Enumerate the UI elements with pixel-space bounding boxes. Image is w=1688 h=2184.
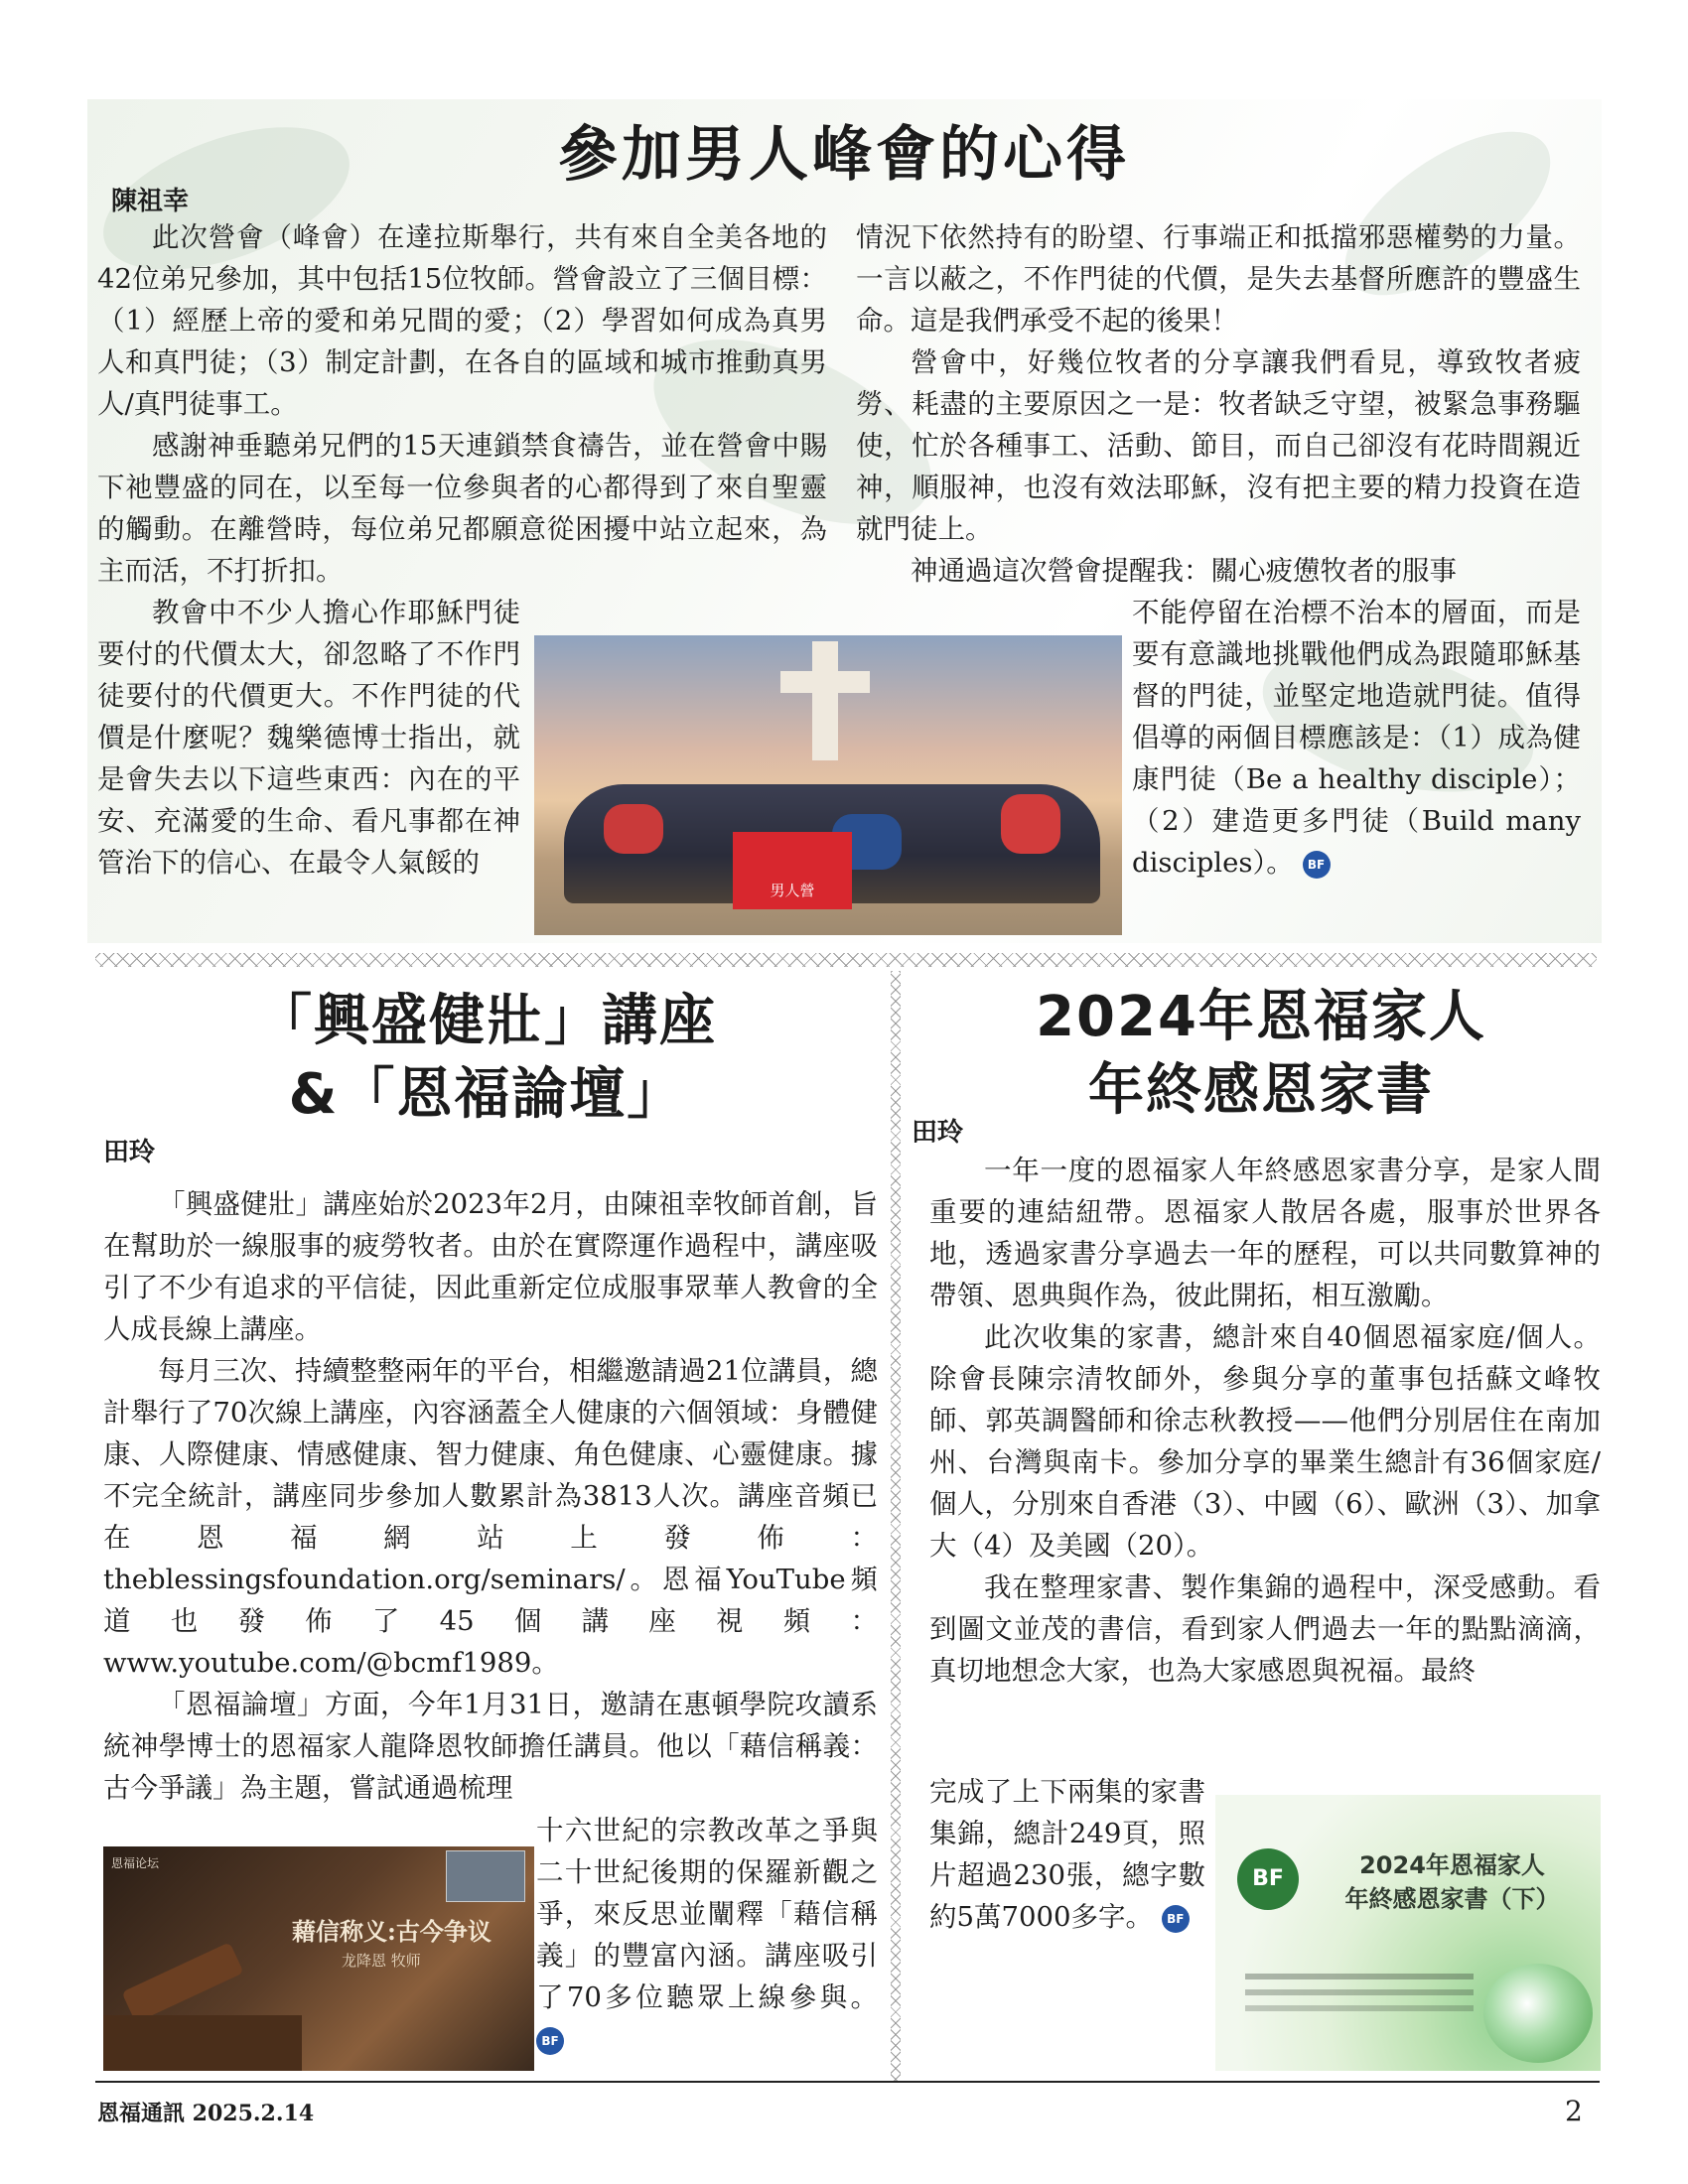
title-line: &「恩福論壇」 <box>288 1062 685 1127</box>
paragraph <box>1132 592 1581 884</box>
paragraph: 「恩福論壇」方面，今年1月31日，邀請在惠頓學院攻讀系統神學博士的恩福家人龍降恩牧師擔任講員。他以「藉信稱義：古今爭議」為主題，嘗試通過梳理 <box>103 1689 878 1804</box>
horizontal-divider <box>95 953 1597 967</box>
article-author: 田玲 <box>912 1118 964 1148</box>
jacket-red <box>604 804 663 854</box>
article-author: 田玲 <box>103 1138 156 1167</box>
title-line: 2024年恩福家人 <box>1036 985 1486 1049</box>
paragraph-text: 不能停留在治標不治本的層面，而是要有意識地挑戰他們成為跟隨耶穌基督的門徒，並堅定地造就門徒。值得倡導的兩個目標應該是：（1）成為健康門徒（Be a healthy disciple）；（2）建造更多門徒（Build many disciples）。 <box>1132 597 1581 879</box>
paragraph: 教會中不少人擔心作耶穌門徒要付的代價太大，卻忽略了不作門徒要付的代價更大。不作門徒的代價是什麼呢？魏樂德博士指出，就是會失去以下這些東西：內在的平安、充滿愛的生命、看凡事都在神管治下的信心、在最令人氣餒的 <box>97 597 520 879</box>
page-number: 2 <box>1565 2095 1583 2127</box>
paragraph: 此次收集的家書，總計來自40個恩福家庭/個人。除會長陳宗清牧師外，參與分享的董事包括蘇文峰牧師、郭英調醫師和徐志秋教授——他們分別居住在南加州、台灣與南卡。參加分享的畢業生總計有36個家庭/個人，分別來自香港（3）、中國（6）、歐洲（3）、加拿大（4）及美國（20）。 <box>929 1321 1601 1562</box>
article-body <box>929 1150 1601 1692</box>
gavel-head <box>121 1942 243 2023</box>
article-title <box>923 981 1599 1128</box>
paragraph: 每月三次、持續整整兩年的平台，相繼邀請過21位講員，總計舉行了70次線上講座，內容涵蓋全人健康的六個領域：身體健康、人際健康、情感健康、智力健康、角色健康、心靈健康。據不完全統計，講座同步參加人數累計為3813人次。講座音頻已在恩福網站上發佈：theblessingsfoundation.org/seminars/。恩福YouTube頻道也發佈了45個講座視頻：www.youtube.com/@bcmf1989。 <box>103 1355 878 1679</box>
paragraph: 一年一度的恩福家人年終感恩家書分享，是家人間重要的連結紐帶。恩福家人散居各處，服事於世界各地，透過家書分享過去一年的歷程，可以共同數算神的帶領、恩典與作為，彼此開拓，相互激勵。 <box>929 1155 1601 1311</box>
paragraph: 「興盛健壯」講座始於2023年2月，由陳祖幸牧師首創，旨在幫助於一線服事的疲勞牧者。由於在實際運作過程中，講座吸引了不少有追求的平信徒，因此重新定位成服事眾華人教會的全人成長線上講座。 <box>103 1188 878 1345</box>
footer-rule <box>95 2081 1600 2083</box>
article-column-right <box>856 216 1581 592</box>
cover-title-line: 年終感恩家書（下） <box>1344 1885 1560 1913</box>
footer-issue: 恩福通訊 2025.2.14 <box>97 2101 315 2126</box>
globe-icon <box>1483 1964 1593 2063</box>
article-body <box>103 1183 878 1809</box>
cross-vertical <box>812 641 838 760</box>
vertical-divider <box>891 971 901 2081</box>
group-banner: 男人營 <box>733 832 852 909</box>
paragraph: 情況下依然持有的盼望、行事端正和抵擋邪惡權勢的力量。 一言以蔽之，不作門徒的代價，是失去基督所應許的豐盛生命。這是我們承受不起的後果！ <box>856 221 1581 337</box>
paragraph: 此次營會（峰會）在達拉斯舉行，共有來自全美各地的42位弟兄參加，其中包括15位牧師。營會設立了三個目標：（1）經歷上帝的愛和弟兄間的愛；（2）學習如何成為真男人和真門徒；（3）制定計劃，在各自的區域和城市推動真男人/真門徒事工。 <box>97 221 827 420</box>
cross-horizontal <box>780 671 870 693</box>
article-wrap-text-right <box>1132 592 1581 884</box>
article-wrap-text-left <box>97 592 520 884</box>
article-wrap-text <box>536 1810 878 2060</box>
group-photo <box>534 635 1122 935</box>
bf-logo-icon: BF <box>1303 851 1331 879</box>
speaker-video-thumbnail <box>446 1850 525 1902</box>
family-letters-cover <box>1215 1795 1601 2071</box>
paragraph-text: 十六世紀的宗教改革之爭與二十世紀後期的保羅新觀之爭，來反思並闡釋「藉信稱義」的豐富內涵。講座吸引了70多位聽眾上線參與。 <box>536 1815 878 2013</box>
publisher-line <box>1245 1989 1474 1995</box>
paragraph-text: 完成了上下兩集的家書集錦，總計249頁，照片超過230張，總字數約5萬7000多字。 <box>929 1776 1205 1933</box>
article-column-left <box>97 216 827 592</box>
publisher-line <box>1245 1974 1474 1979</box>
paragraph: 神通過這次營會提醒我：關心疲憊牧者的服事 <box>911 555 1457 587</box>
slide-speaker: 龙降恩 牧师 <box>342 1952 421 1970</box>
cover-title-line: 2024年恩福家人 <box>1359 1851 1545 1879</box>
title-line: 年終感恩家書 <box>1088 1058 1434 1123</box>
article-wrap-text <box>929 1771 1205 1938</box>
book <box>103 2015 302 2071</box>
slide-title: 藉信称义:古今争议 <box>292 1917 492 1946</box>
cover-title <box>1311 1848 1594 1916</box>
publisher-line <box>1245 2005 1474 2011</box>
article-title: 參加男人峰會的心得 <box>558 120 1130 190</box>
bf-logo-icon: BF <box>1162 1905 1190 1933</box>
paragraph: 我在整理家書、製作集錦的過程中，深受感動。看到圖文並茂的書信，看到家人們過去一年的點點滴滴，真切地想念大家，也為大家感恩與祝福。最終 <box>929 1571 1601 1687</box>
forum-label: 恩福论坛 <box>111 1856 160 1870</box>
title-line: 「興盛健壯」講座 <box>256 989 717 1053</box>
article-title <box>99 985 874 1132</box>
bf-logo-icon: BF <box>536 2027 564 2055</box>
bf-logo-icon: BF <box>1237 1848 1299 1910</box>
paragraph <box>536 1810 878 2060</box>
jacket-red <box>1001 794 1060 854</box>
article-author: 陳祖幸 <box>111 187 190 216</box>
paragraph <box>929 1771 1205 1938</box>
paragraph: 感謝神垂聽弟兄們的15天連鎖禁食禱告，並在營會中賜下祂豐盛的同在，以至每一位參與者的心都得到了來自聖靈的觸動。在離營時，每位弟兄都願意從困擾中站立起來，為主而活，不打折扣。 <box>97 430 827 587</box>
seminar-screenshot <box>103 1846 534 2071</box>
paragraph: 營會中，好幾位牧者的分享讓我們看見，導致牧者疲勞、耗盡的主要原因之一是：牧者缺乏守望，被緊急事務驅使，忙於各種事工、活動、節目，而自己卻沒有花時間親近神，順服神，也沒有效法耶穌，沒有把主要的精力投資在造就門徒上。 <box>856 346 1581 545</box>
